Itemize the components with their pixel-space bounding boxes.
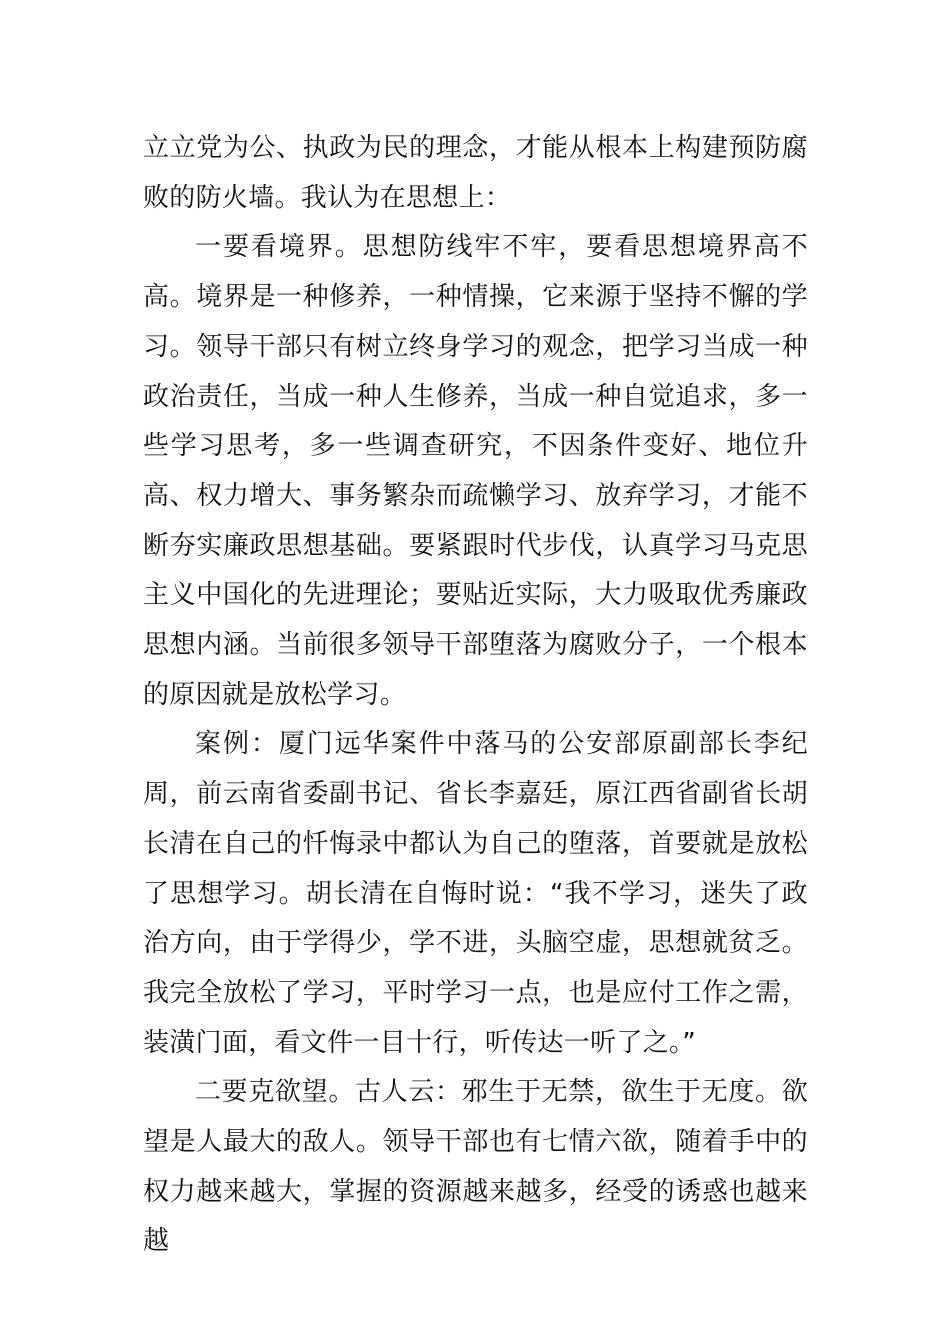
document-body bbox=[143, 124, 808, 1267]
paragraph-desire: 二要克欲望。古人云：邪生于无禁，欲生于无度。欲望是人最大的敌人。领导干部也有七情六欲，随着手中的权力越来越大，掌握的资源越来越多，经受的诱惑也越来越 bbox=[143, 1077, 808, 1257]
paragraph-case-study: 案例：厦门远华案件中落马的公安部原副部长李纪周，前云南省委副书记、省长李嘉廷，原江西省副省长胡长清在自己的忏悔录中都认为自己的堕落，首要就是放松了思想学习。胡长清在自悔时说：“我不学习，迷失了政治方向，由于学得少，学不进，头脑空虚，思想就贫乏。我完全放松了学习，平时学习一点，也是应付工作之需，装潢门面，看文件一目十行，听传达一听了之。” bbox=[143, 729, 808, 1058]
paragraph-continuation: 立立党为公、执政为民的理念，才能从根本上构建预防腐败的防火墙。我认为在思想上： bbox=[143, 133, 808, 213]
paragraph-realm: 一要看境界。思想防线牢不牢，要看思想境界高不高。境界是一种修养，一种情操，它来源于坚持不懈的学习。领导干部只有树立终身学习的观念，把学习当成一种政治责任，当成一种人生修养，当成一种自觉追求，多一些学习思考，多一些调查研究，不因条件变好、地位升高、权力增大、事务繁杂而疏懒学习、放弃学习，才能不断夯实廉政思想基础。要紧跟时代步伐，认真学习马克思主义中国化的先进理论；要贴近实际，大力吸取优秀廉政思想内涵。当前很多领导干部堕落为腐败分子，一个根本的原因就是放松学习。 bbox=[143, 232, 808, 710]
